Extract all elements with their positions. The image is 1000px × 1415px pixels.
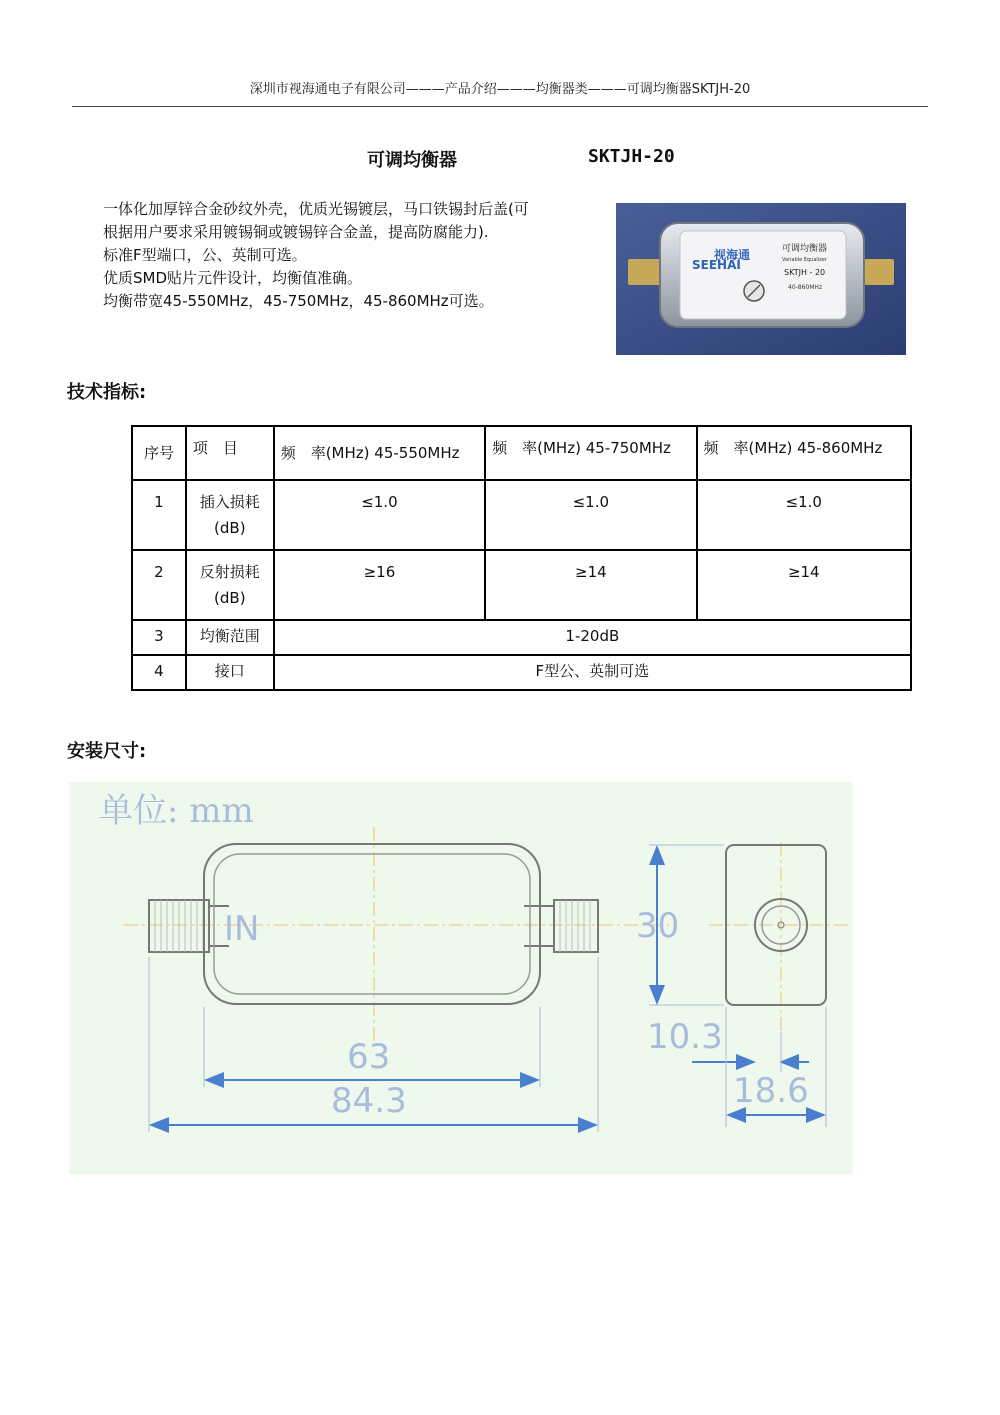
description-line: 根据用户要求采用镀锡铜或镀锡锌合金盖，提高防腐能力). xyxy=(103,223,489,241)
value-cell: ≤1.0 xyxy=(274,480,485,550)
value-cell: ≥14 xyxy=(485,550,696,620)
row-item-unit: (dB) xyxy=(214,519,246,537)
table-row xyxy=(132,550,911,620)
value-cell-span: 1-20dB xyxy=(274,620,911,655)
page-header: 深圳市视海通电子有限公司———产品介绍———均衡器类———可调均衡器SKTJH-20 xyxy=(249,82,751,97)
product-photo xyxy=(616,203,906,355)
spec-heading: 技术指标: xyxy=(67,382,147,403)
header-rule xyxy=(72,106,928,107)
dim-depth-label: 18.6 xyxy=(733,1071,809,1111)
photo-range: 40-860MHz xyxy=(788,284,823,291)
in-label: IN xyxy=(224,909,260,949)
table-header-row xyxy=(132,426,911,480)
header-cell: 项 目 xyxy=(186,426,274,480)
row-number: 4 xyxy=(132,655,186,690)
row-item-name: 接口 xyxy=(186,655,274,690)
dimension-drawing xyxy=(69,782,853,1174)
description-line: 均衡带宽45-550MHz，45-750MHz，45-860MHz可选。 xyxy=(103,292,494,310)
row-number: 2 xyxy=(132,550,186,620)
value-cell: ≤1.0 xyxy=(697,480,911,550)
header-cell: 频 率(MHz) 45-750MHz xyxy=(485,426,696,480)
value-cell-span: F型公、英制可选 xyxy=(274,655,911,690)
row-number: 1 xyxy=(132,480,186,550)
photo-brand-en: SEEHAI xyxy=(692,258,741,272)
header-cell: 序号 xyxy=(132,426,186,480)
photo-brand-cn: 视海通 xyxy=(714,248,751,262)
product-model: SKTJH-20 xyxy=(588,146,675,167)
row-item-unit: (dB) xyxy=(214,589,246,607)
photo-model: SKTJH - 20 xyxy=(784,268,826,277)
right-connector xyxy=(554,900,598,952)
value-cell: ≤1.0 xyxy=(485,480,696,550)
value-cell: ≥16 xyxy=(274,550,485,620)
install-heading: 安装尺寸: xyxy=(67,741,147,762)
value-cell: ≥14 xyxy=(697,550,911,620)
dim-port-label: 10.3 xyxy=(647,1017,723,1057)
description-line: 优质SMD贴片元件设计，均衡值准确。 xyxy=(103,269,363,287)
photo-label-en: Variable Equalizer xyxy=(782,257,827,263)
row-item xyxy=(186,550,274,620)
dim-total-label: 84.3 xyxy=(331,1081,407,1121)
dim-height-label: 30 xyxy=(636,906,680,946)
spec-table xyxy=(131,425,912,691)
photo-label-cn: 可调均衡器 xyxy=(782,244,828,254)
row-item-name: 均衡范围 xyxy=(186,620,274,655)
row-number: 3 xyxy=(132,620,186,655)
table-row xyxy=(132,480,911,550)
description-line: 一体化加厚锌合金砂纹外壳，优质光锡镀层，马口铁锡封后盖(可 xyxy=(103,200,529,218)
unit-label: 单位: mm xyxy=(99,791,254,831)
table-row xyxy=(132,655,911,690)
description-line: 标准F型端口，公、英制可选。 xyxy=(103,246,307,264)
row-item-name: 反射损耗 xyxy=(199,563,260,581)
table-row xyxy=(132,620,911,655)
row-item xyxy=(186,480,274,550)
dim-body-label: 63 xyxy=(347,1037,391,1077)
header-cell: 频 率(MHz) 45-550MHz xyxy=(274,426,485,480)
product-description xyxy=(103,198,613,313)
header-cell: 频 率(MHz) 45-860MHz xyxy=(697,426,911,480)
product-title: 可调均衡器 xyxy=(367,150,457,171)
row-item-name: 插入损耗 xyxy=(199,493,260,511)
